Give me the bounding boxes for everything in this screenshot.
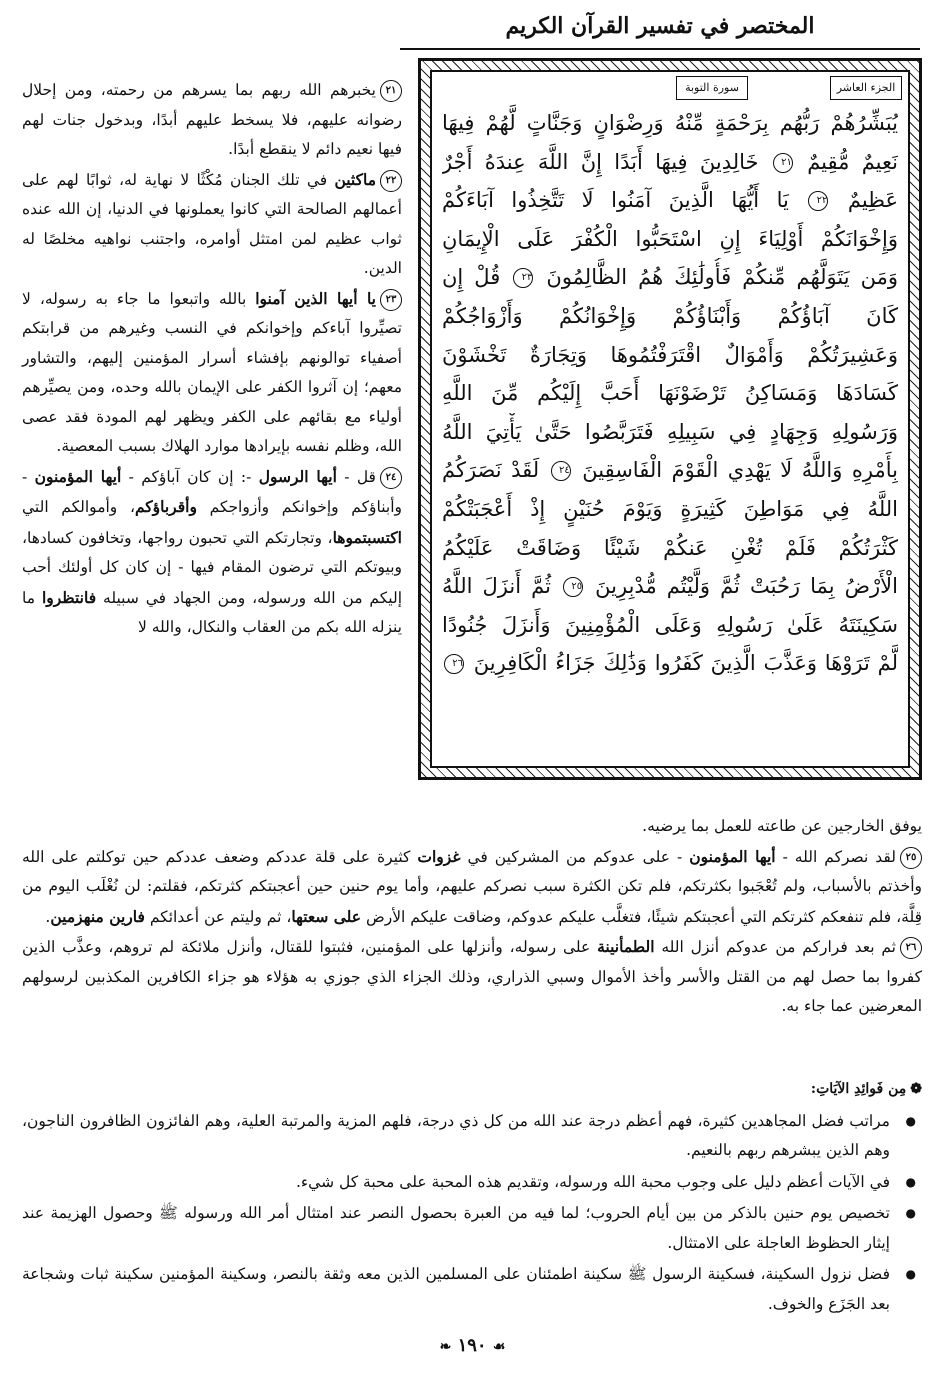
page-number-text: ١٩٠ [457,1335,487,1356]
verse-text: يُبَشِّرُهُمْ رَبُّهُم بِرَحْمَةٍ مِّنْهُ وَرِضْوَانٍ وَجَنَّاتٍ لَّهُمْ فِيهَا [442,111,898,135]
paragraph-text: بالله واتبعوا ما جاء به رسوله، لا تصيِّروا آباءكم وإخوانكم في النسب وغيرهم من قرابتكم أصفياء توالونهم بإفشاء أسرار المؤمنين إليهم، والتشاور معهم؛ إن آثروا الكفر على الإيمان بالله وحده، ومن يصيِّرهم أولياء مع بقائهم على الكفر ويظهر لهم المودة فقد عصى الله، وظلم نفسه بإيرادها موارد الهلاك بسبب المعصية. [22,289,402,455]
quran-line [442,258,898,297]
quran-line [442,143,898,182]
verse-text: لَقَدْ نَصَرَكُمُ [442,458,540,483]
surah-label: سورة التوبة [676,76,748,100]
verse-phrase: غزوات [417,846,461,866]
lesson-item: ● في الآيات أعظم دليل على وجوب محبة الله ورسوله، وتقديم هذه المحبة على محبة كل شيء. [22,1168,922,1198]
paragraph-text: في تلك الجنان مُكْثًا لا نهاية له، ثوابًا لهم على أعمالهم الصالحة التي كانوا يعملونها في الدنيا، إن الله عنده ثواب عظيم لمن امتثل أوامره، واجتنب نواهيه مخلصًا له الدين. [22,170,402,277]
ornament-icon: ☙ [492,1339,506,1355]
verse-text: كَسَادَهَا وَمَسَاكِنُ تَرْضَوْنَهَا أَحَبَّ إِلَيْكُم مِّنَ اللَّهِ [442,381,898,406]
header-rule [400,48,920,50]
verse-number: ٢٦ [444,654,464,674]
quran-line [442,374,898,413]
verse-text: لَّمْ تَرَوْهَا وَعَذَّبَ الَّذِينَ كَفَرُوا وَذَٰلِكَ جَزَاءُ الْكَافِرِينَ [473,651,898,676]
verse-text: وَرَسُولِهِ وَجِهَادٍ فِي سَبِيلِهِ فَتَرَبَّصُوا حَتَّىٰ يَأْتِيَ اللَّهُ [442,419,898,444]
paragraph-text: لقد نصركم الله - أيها المؤمنون - على عدوكم من المشركين في غزوات كثيرة على قلة عددكم وضعف عددكم حين توكلتم على الله وأخذتم بالأسباب، ولم تُعْجَبوا بكثرتكم، فلم تكن الكثرة سبب نصركم عليهم، وأما يوم حنين حين أعجبتكم كثرتكم، فقلتم: لن نُغْلَب اليوم من قِلَّة، فلم تنفعكم كثرتكم التي أعجبتكم شيئًا، فتغلَّب عليكم عدوكم، وضاقت عليكم الأرض على سعتها، ثم وليتم عن أعدائكم فارين منهزمين. [22,846,922,926]
verse-text: وَعَشِيرَتُكُمْ وَأَمْوَالٌ اقْتَرَفْتُمُوهَا وَتِجَارَةٌ تَخْشَوْنَ [442,342,898,367]
paragraph-text: يوفق الخارجين عن طاعته للعمل بما يرضيه. [642,817,922,835]
lesson-item: ● فضل نزول السكينة، فسكينة الرسول ﷺ سكينة اطمئنان على المسلمين الذين معه وثقة بالنصر، وسكينة المؤمنين سكينة ثبات وشجاعة بعد الجَزَع والخوف. [22,1260,922,1319]
verse-number: ٢٦ [900,937,922,959]
verse-phrase: أيها المؤمنون [34,466,122,486]
paragraph-text: قل - أيها الرسول -: إن كان آباؤكم - أيها المؤمنون - وأبناؤكم وإخوانكم وأزواجكم وأقرباؤكم، وأموالكم التي اكتسبتموها، وتجارتكم التي تحبون رواجها، وتخافون كسادها، وبيوتكم التي ترضون المقام فيها - إن كان كل أولئك أحب إليكم من الله ورسوله، ومن الجهاد في سبيله فانتظروا ما ينزله الله بكم من العقاب والنكال، والله لا [22,466,403,636]
verse-phrase: أيها الرسول [258,466,337,486]
verse-number: ٢٢ [380,170,402,192]
lesson-item: ● تخصيص يوم حنين بالذكر من بين أيام الحروب؛ لما فيه من العبرة بحصول النصر عند امتثال أمر الله ورسوله ﷺ وحصول الهزيمة عند إيثار الحظوظ العاجلة على الامتثال. [22,1199,922,1258]
running-head [400,6,920,50]
verse-number: ٢٣ [513,268,533,288]
verse-text: كَانَ آبَاؤُكُمْ وَأَبْنَاؤُكُمْ وَإِخْوَانُكُمْ وَأَزْوَاجُكُمْ [442,303,898,328]
page-number [0,1335,945,1356]
tafsir-paragraph [22,165,402,284]
lessons-list [22,1107,922,1320]
verse-phrase: ماكثين [334,169,376,189]
tafsir-paragraph [22,462,402,643]
tafsir-paragraph [22,812,922,842]
quran-line [442,413,898,452]
verse-text: ثُمَّ أَنزَلَ اللَّهُ [442,574,551,599]
tafsir-paragraph [22,284,402,462]
verse-text: خَالِدِينَ فِيهَا أَبَدًا إِنَّ اللَّهَ عِندَهُ أَجْرٌ [442,149,759,174]
verse-text: عَظِيمٌ [847,188,898,213]
verse-text: اللَّهُ فِي مَوَاطِنَ كَثِيرَةٍ وَيَوْمَ حُنَيْنٍ إِذْ أَعْجَبَتْكُمْ [442,496,898,521]
ornament-icon: ❧ [439,1339,452,1355]
verse-text: كَثْرَتُكُمْ فَلَمْ تُغْنِ عَنكُمْ شَيْئًا وَضَاقَتْ عَلَيْكُمُ [442,535,898,560]
verse-number: ٢٥ [900,847,922,869]
quran-line [442,336,898,375]
lessons-heading-text: مِن فَوائِدِ الآيَاتِ: [810,1081,907,1097]
quran-line [442,529,898,568]
quran-line [442,181,898,220]
quran-line [442,104,898,143]
verse-number: ٢١ [380,80,402,102]
verse-number: ٢٤ [380,467,402,489]
quran-lines [442,104,898,758]
quran-text-panel [430,70,910,768]
verse-phrase: يا أيها الذين آمنوا [255,288,376,308]
verse-phrase: على سعتها [291,906,362,926]
lesson-item: ● مراتب فضل المجاهدين كثيرة، فهم أعظم درجة عند الله من كل ذي درجة، فلهم المزية والمرتبة العلية، وهم الفائزون الظافرون الناجون، وهم الذين يبشرهم ربهم بالنعيم. [22,1107,922,1166]
lessons-heading [22,1075,922,1105]
verse-phrase: الطمأنينة [597,937,655,956]
verse-phrase: اكتسبتموها [332,527,402,547]
quran-line [442,490,898,529]
verse-number: ٢٣ [380,289,402,311]
verse-phrase: وأقرباؤكم [134,497,197,516]
tafsir-paragraph [22,76,402,165]
paragraph-text: ثم بعد فراركم من عدوكم أنزل الله الطمأنينة على رسوله، وأنزلها على المؤمنين، فثبتوا للقتال، وأنزل ملائكة لم تروهم، وعذَّب الذين كفروا بما حصل لهم من القتل والأسر وأخذ الأموال وسبي الذراري، وذلك الجزاء الذي جوزي به هؤلاء هو جزاء الكافرين المكذبين لرسولهم المعرضين عما جاء به. [22,937,922,1015]
verse-text: يَا أَيُّهَا الَّذِينَ آمَنُوا لَا تَتَّخِذُوا آبَاءَكُمْ [442,188,789,213]
quran-line [442,297,898,336]
verse-phrase: أيها المؤمنون [689,846,776,866]
verse-number: ٢٤ [551,461,571,481]
verse-text: الْأَرْضُ بِمَا رَحُبَتْ ثُمَّ وَلَّيْتُم مُّدْبِرِينَ [595,574,898,599]
book-title: المختصر في تفسير القرآن الكريم [505,13,815,39]
tafsir-full-width [22,812,922,1022]
verse-number: ٢٥ [563,577,583,597]
verse-text: سَكِينَتَهُ عَلَىٰ رَسُولِهِ وَعَلَى الْمُؤْمِنِينَ وَأَنزَلَ جُنُودًا [442,612,898,637]
quran-line [442,644,898,683]
quran-line [442,567,898,606]
verse-text: قُلْ إِن [442,265,501,290]
quran-line [442,220,898,259]
flower-icon: ❁ [910,1081,922,1097]
quran-line [442,606,898,645]
verse-number: ٢١ [773,153,793,173]
lessons-section [22,1075,922,1321]
tafsir-paragraph [22,932,922,1022]
verse-phrase: فانتظروا [41,587,97,607]
paragraph-text: يخبرهم الله ربهم بما يسرهم من رحمته، ومن إحلال رضوانه عليهم، فلا يسخط عليهم أبدًا، وبدخول جنات لهم فيها نعيم دائم لا ينقطع أبدًا. [22,81,402,158]
verse-number: ٢٢ [808,191,828,211]
tafsir-paragraph [22,842,922,933]
quran-frame [418,58,922,780]
tafsir-column [22,76,402,643]
verse-text: نَعِيمٌ مُّقِيمٌ [807,149,898,174]
verse-phrase: فارين منهزمين [50,906,145,926]
juz-label: الجزء العاشر [830,76,902,100]
quran-line [442,451,898,490]
verse-text: وَإِخْوَانَكُمْ أَوْلِيَاءَ إِنِ اسْتَحَبُّوا الْكُفْرَ عَلَى الْإِيمَانِ [442,226,898,251]
verse-text: وَمَن يَتَوَلَّهُم مِّنكُمْ فَأُولَٰئِكَ هُمُ الظَّالِمُونَ [546,265,898,290]
verse-text: بِأَمْرِهِ وَاللَّهُ لَا يَهْدِي الْقَوْمَ الْفَاسِقِينَ [582,458,898,483]
